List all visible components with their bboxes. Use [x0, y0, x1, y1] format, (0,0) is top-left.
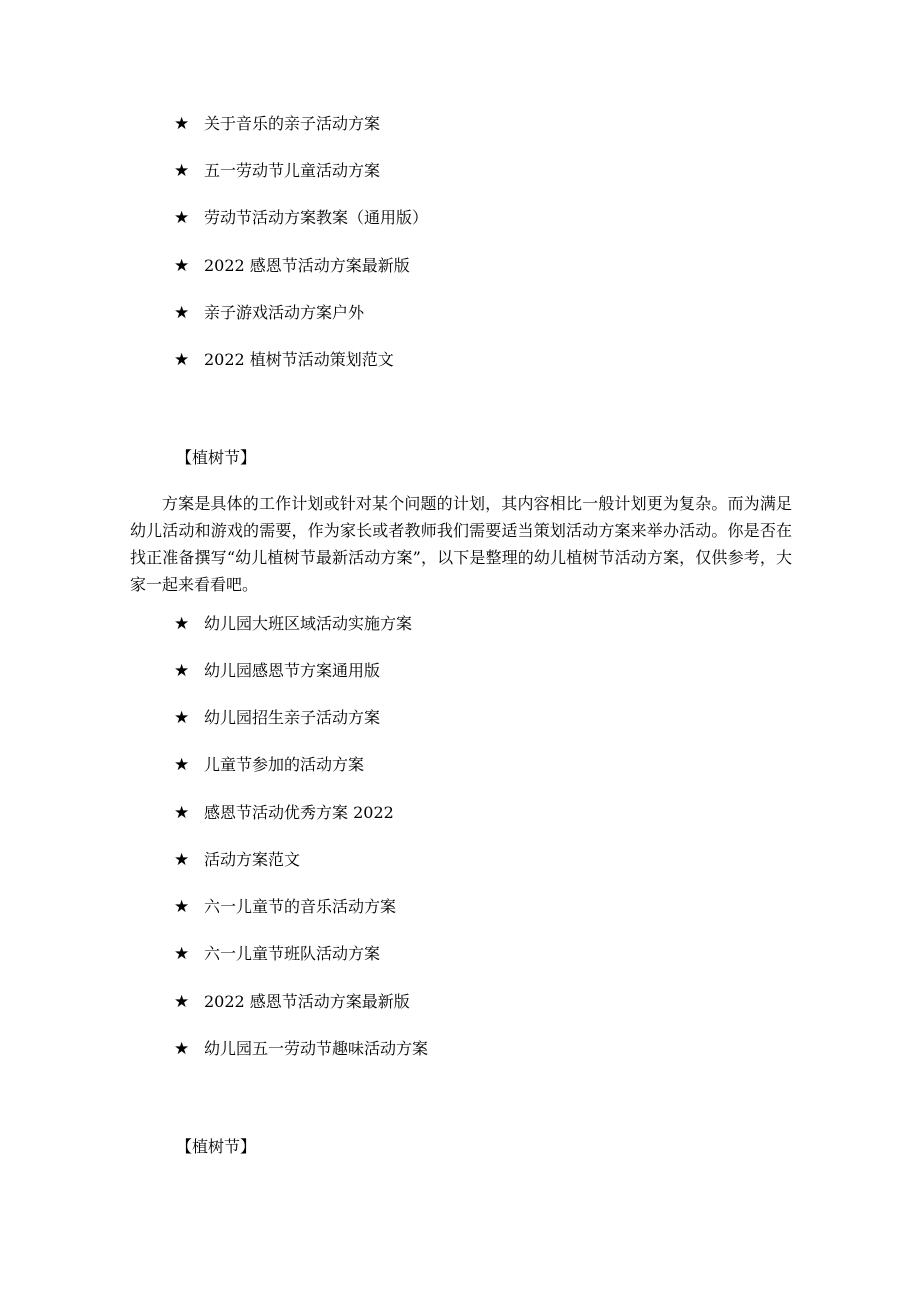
list-item[interactable] [174, 801, 394, 825]
list-item[interactable] [174, 1037, 428, 1061]
list-item[interactable] [174, 659, 380, 683]
star-icon: ★ [174, 614, 190, 634]
star-icon: ★ [174, 114, 190, 134]
list-item[interactable] [174, 301, 364, 325]
list-item-text: 儿童节参加的活动方案 [204, 755, 365, 774]
star-icon: ★ [174, 708, 190, 728]
list-item[interactable] [174, 348, 394, 372]
list-item-text: 幼儿园五一劳动节趣味活动方案 [204, 1039, 429, 1058]
list-item[interactable] [174, 112, 380, 136]
list-item[interactable] [174, 895, 396, 919]
star-icon: ★ [174, 350, 190, 370]
list-item[interactable] [174, 990, 410, 1014]
star-icon: ★ [174, 256, 190, 276]
star-icon: ★ [174, 661, 190, 681]
list-item[interactable] [174, 753, 364, 777]
star-icon: ★ [174, 897, 190, 917]
list-item-text: 2022 感恩节活动方案最新版 [204, 256, 410, 275]
list-item[interactable] [174, 848, 300, 872]
star-icon: ★ [174, 850, 190, 870]
list-item-text: 幼儿园大班区域活动实施方案 [204, 614, 413, 633]
star-icon: ★ [174, 1039, 190, 1059]
list-item-text: 2022 感恩节活动方案最新版 [204, 992, 410, 1011]
star-icon: ★ [174, 803, 190, 823]
star-icon: ★ [174, 303, 190, 323]
list-item[interactable] [174, 206, 428, 230]
list-item[interactable] [174, 706, 380, 730]
list-item[interactable] [174, 159, 380, 183]
star-icon: ★ [174, 992, 190, 1012]
list-item-text: 六一儿童节班队活动方案 [204, 944, 381, 963]
star-icon: ★ [174, 755, 190, 775]
section-title: 【植树节】 [176, 448, 257, 467]
list-item-text: 关于音乐的亲子活动方案 [204, 114, 381, 133]
section-title: 【植树节】 [176, 1137, 257, 1156]
list-item-text: 活动方案范文 [204, 850, 301, 869]
list-item-text: 幼儿园感恩节方案通用版 [204, 661, 381, 680]
list-item-text: 六一儿童节的音乐活动方案 [204, 897, 397, 916]
list-item[interactable] [174, 254, 410, 278]
list-item[interactable] [174, 612, 412, 636]
star-icon: ★ [174, 944, 190, 964]
list-item-text: 劳动节活动方案教案（通用版） [204, 208, 429, 227]
list-item-text: 感恩节活动优秀方案 2022 [204, 803, 394, 822]
list-item-text: 亲子游戏活动方案户外 [204, 303, 365, 322]
star-icon: ★ [174, 161, 190, 181]
star-icon: ★ [174, 208, 190, 228]
list-item-text: 幼儿园招生亲子活动方案 [204, 708, 381, 727]
list-item-text: 2022 植树节活动策划范文 [204, 350, 394, 369]
list-item[interactable] [174, 942, 380, 966]
intro-paragraph: 方案是具体的工作计划或针对某个问题的计划，其内容相比一般计划更为复杂。而为满足幼儿活动和游戏的需要，作为家长或者教师我们需要适当策划活动方案来举办活动。你是否在找正准备撰写“幼儿植树节最新活动方案”，以下是整理的幼儿植树节活动方案，仅供参考，大家一起来看看吧。 [130, 494, 792, 594]
list-item-text: 五一劳动节儿童活动方案 [204, 161, 381, 180]
